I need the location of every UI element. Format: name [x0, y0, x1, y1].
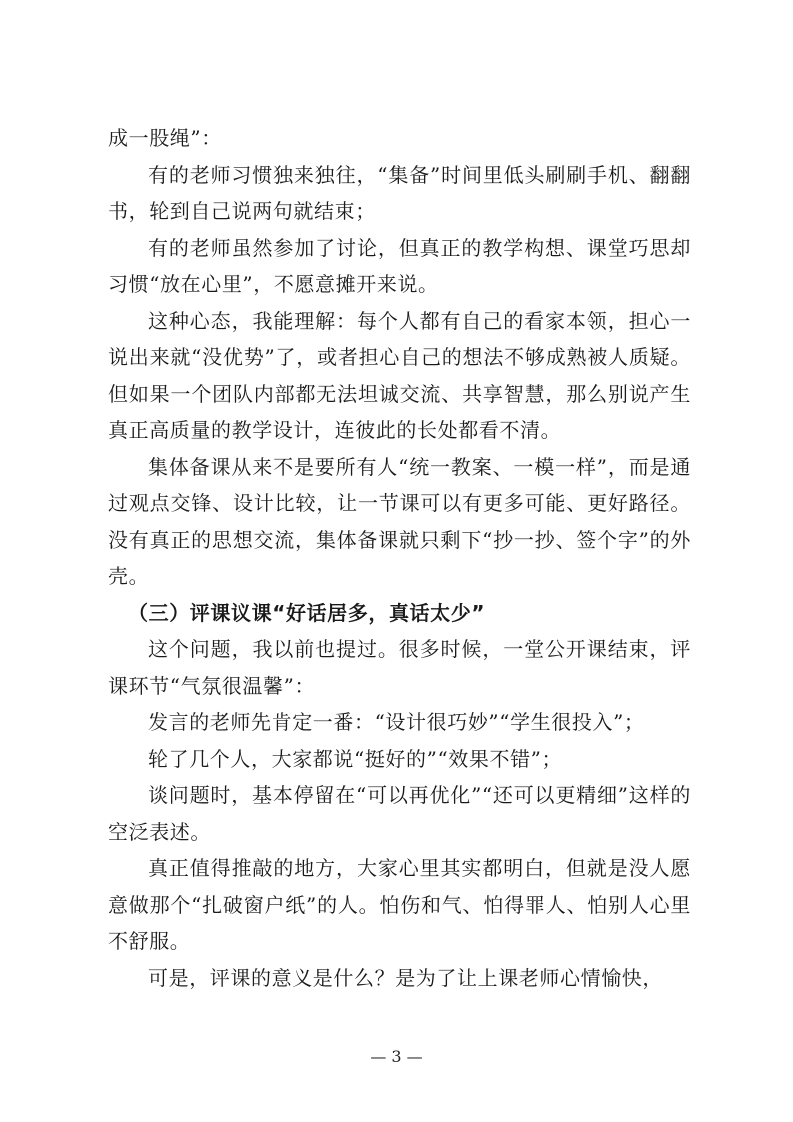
paragraph: 这种心态，我能理解：每个人都有自己的看家本领，担心一说出来就“没优势”了，或者担心自己的想法不够成熟被人质疑。但如果一个团队内部都无法坦诚交流、共享智慧，那么别说产生真正高质量的教学设计，连彼此的长处都看不清。 [108, 308, 691, 442]
page-number: — 3 — [370, 1047, 423, 1066]
section-heading: （三）评课议课“好话居多，真话太少” [128, 600, 486, 625]
document-body [108, 120, 691, 996]
paragraph: 发言的老师先肯定一番：“设计很巧妙”“学生很投入”； [148, 710, 645, 734]
paragraph: 真正值得推敲的地方，大家心里其实都明白，但就是没人愿意做那个“扎破窗户纸”的人。怕伤和气、怕得罪人、怕别人心里不舒服。 [108, 856, 691, 953]
paragraph: 轮了几个人，大家都说“挺好的”“效果不错”； [148, 746, 563, 771]
paragraph-continuation: 成一股绳”： [108, 126, 222, 150]
paragraph: 可是，评课的意义是什么？是为了让上课老师心情愉快， [148, 965, 663, 990]
paragraph: 有的老师虽然参加了讨论，但真正的教学构想、课堂巧思却习惯“放在心里”，不愿意摊开来说。 [108, 235, 691, 296]
paragraph: 集体备课从来不是要所有人“统一教案、一模一样”，而是通过观点交锋、设计比较，让一节课可以有更多可能、更好路径。没有真正的思想交流，集体备课就只剩下“抄一抄、签个字”的外壳。 [108, 454, 691, 588]
paragraph: 这个问题，我以前也提过。很多时候，一堂公开课结束，评课环节“气氛很温馨”： [108, 637, 691, 698]
paragraph: 谈问题时，基本停留在“可以再优化”“还可以更精细”这样的空泛表述。 [108, 783, 691, 844]
paragraph: 有的老师习惯独来独往，“集备”时间里低头刷刷手机、翻翻书，轮到自己说两句就结束； [108, 162, 691, 223]
